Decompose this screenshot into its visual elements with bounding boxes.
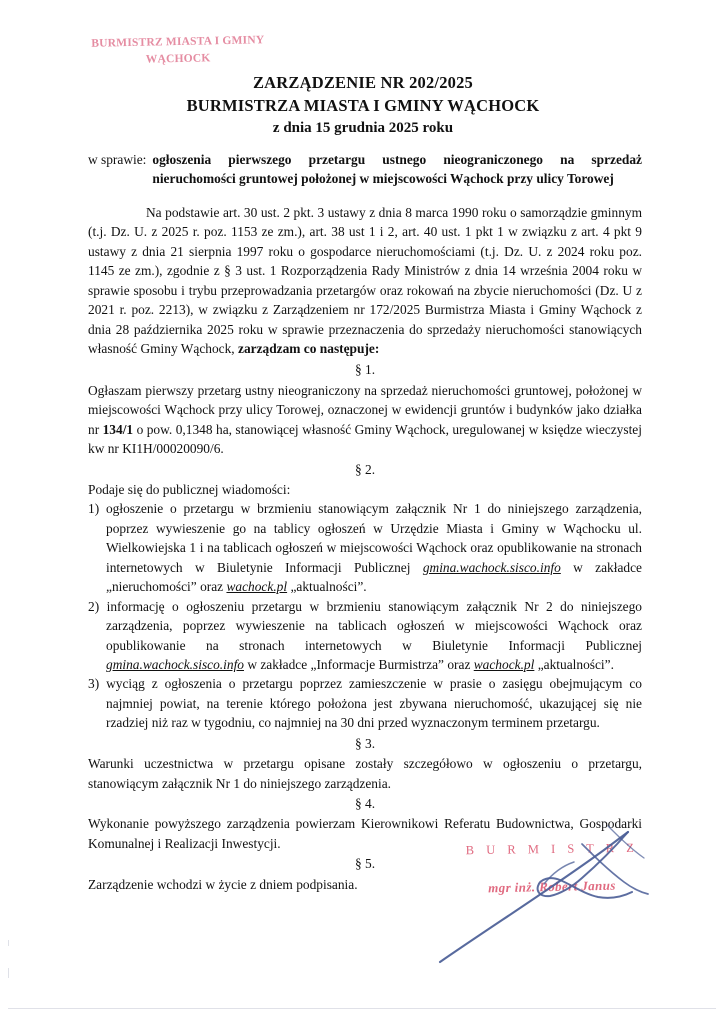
list-item-2-text-a: 2) informację o ogłoszeniu przetargu w brzmieniu stanowiącym załącznik Nr 2 do niniejszego zarządzenia, poprzez wywieszenie na tablicach ogłoszeń w miejscowości Wąchock oraz opublikowanie na stronach internetowych w Biuletynie Informacji Publicznej (88, 598, 642, 653)
list-item-1-text-c: „aktualności”. (287, 579, 367, 595)
bip-url-link[interactable]: gmina.wachock.sisco.info (422, 559, 561, 575)
subject-block (88, 150, 642, 189)
wachock-url-link[interactable]: wachock.pl (226, 579, 288, 595)
section-1-text-b: o pow. 0,1348 ha, stanowiącej własność Gminy Wąchock, uregulowanej w księdze wieczystej kw nr KI1H/00020090/6. (88, 421, 642, 457)
section-2-lead: Podaje się do publicznej wiadomości: (88, 482, 291, 497)
section-marker-1: § 1. (354, 362, 376, 378)
title-authority: BURMISTRZA MIASTA I GMINY WĄCHOCK (186, 95, 540, 115)
section-marker-5: § 5. (354, 856, 376, 872)
section-1-text-a: Ogłaszam pierwszy przetarg ustny nieograniczony na sprzedaż nieruchomości gruntowej, położonej w miejscowości Wąchock przy ulicy Torowej, oznaczonej w ewidencji gruntów i budynków jako działka nr (88, 382, 642, 437)
subject-text: ogłoszenia pierwszego przetargu ustnego nieograniczonego na sprzedaż nieruchomości gruntowej położonej w miejscowości Wąchock przy ulicy Torowej (152, 152, 642, 187)
list-item-1-text-a: 1) ogłoszenie o przetargu w brzmieniu stanowiącym załącznik Nr 1 do niniejszego zarządzenia, poprzez wywieszenie go na tablicy ogłoszeń w Urzędzie Miasta i Gminy w Wąchocku ul. Wielkowiejska 1 i na tablicach ogłoszeń w miejscowości Wąchock oraz opublikowanie na stronach internetowych w Biuletynie Informacji Publicznej (88, 501, 642, 575)
section-3-text: Warunki uczestnictwa w przetargu opisane zostały szczegółowo w ogłoszeniu o przetargu, stanowiącym załącznik Nr 1 do niniejszego zarządzenia. (88, 756, 642, 791)
scan-speck (8, 968, 9, 978)
office-header-stamp (78, 32, 279, 70)
list-item (88, 499, 642, 596)
document-body (88, 150, 642, 894)
list-item: 3) wyciąg z ogłoszenia o przetargu poprzez zamieszczenie w prasie o zasięgu obejmującym co najmniej powiat, na terenie którego położona jest zbywana nieruchomość, ukazującej się nie rzadziej niż raz w tygodniu, co najmniej na 30 dni przed wyznaczonym terminem przetargu. (88, 676, 642, 731)
list-item-2-text-b: w zakładce „Informacje Burmistrza” oraz (243, 656, 474, 672)
title-date: z dnia 15 grudnia 2025 roku (272, 119, 454, 136)
scan-speck (8, 940, 9, 946)
section-4-text: Wykonanie powyższego zarządzenia powierzam Kierownikowi Referatu Budownictwa, Gospodarki Komunalnej i Realizacji Inwestycji. (88, 816, 642, 851)
subject-label: w sprawie: (88, 152, 147, 167)
signature-stamp-name: mgr inż. Robert Janus (488, 877, 616, 896)
office-stamp-line-1: BURMISTRZ MIASTA I GMINY (91, 34, 265, 50)
title-ordinance-number: ZARZĄDZENIE NR 202/2025 (252, 73, 474, 92)
wachock-url-link[interactable]: wachock.pl (473, 656, 535, 672)
list-item (88, 597, 642, 675)
legal-basis-paragraph (88, 203, 642, 359)
signature-block (452, 824, 682, 954)
bip-url-link[interactable]: gmina.wachock.sisco.info (106, 656, 244, 672)
scan-edge-line (8, 1008, 716, 1009)
section-marker-3: § 3. (354, 735, 376, 751)
signature-stamp (452, 842, 652, 895)
parcel-number: 134/1 (102, 421, 134, 437)
section-1-text (88, 381, 642, 459)
section-marker-2: § 2. (354, 461, 376, 477)
legal-basis-text: Na podstawie art. 30 ust. 2 pkt. 3 ustawy z dnia 8 marca 1990 roku o samorządzie gminnym (t.j. Dz. U. z 2025 r. poz. 1153 ze zm.), art. 38 ust 1 i 2, art. 40 ust. 1 pkt 1 w związku z art. 4 pkt 9 ustawy z dnia 21 sierpnia 1997 roku o gospodarce nieruchomościami (t.j. Dz. U. z 2024 roku poz. 1145 ze zm.), zgodnie z § 3 ust. 1 Rozporządzenia Rady Ministrów z dnia 14 września 2004 roku w sprawie sposobu i trybu przeprowadzania przetargów oraz rokowań na zbycie nieruchomości (Dz. U z 2021 r. poz. 2213), w związku z Zarządzeniem nr 172/2025 Burmistrza Miasta i Gminy Wąchock z dnia 28 października 2025 roku w sprawie przeznaczenia do sprzedaży nieruchomości stanowiących własność Gminy Wąchock, (88, 204, 642, 356)
signature-stamp-title: B U R M I S T R Z (465, 840, 639, 858)
office-stamp-line-2: WĄCHOCK (145, 51, 211, 66)
document-title (85, 72, 641, 138)
section-marker-4: § 4. (354, 796, 376, 811)
list-item-2-text-c: „aktualności”. (534, 656, 614, 672)
section-5-text: Zarządzenie wchodzi w życie z dniem podpisania. (88, 876, 358, 892)
list-item-1-text-b: w zakładce „nieruchomości” oraz (106, 559, 643, 595)
legal-basis-emphasis: zarządzam co następuje: (238, 340, 380, 356)
